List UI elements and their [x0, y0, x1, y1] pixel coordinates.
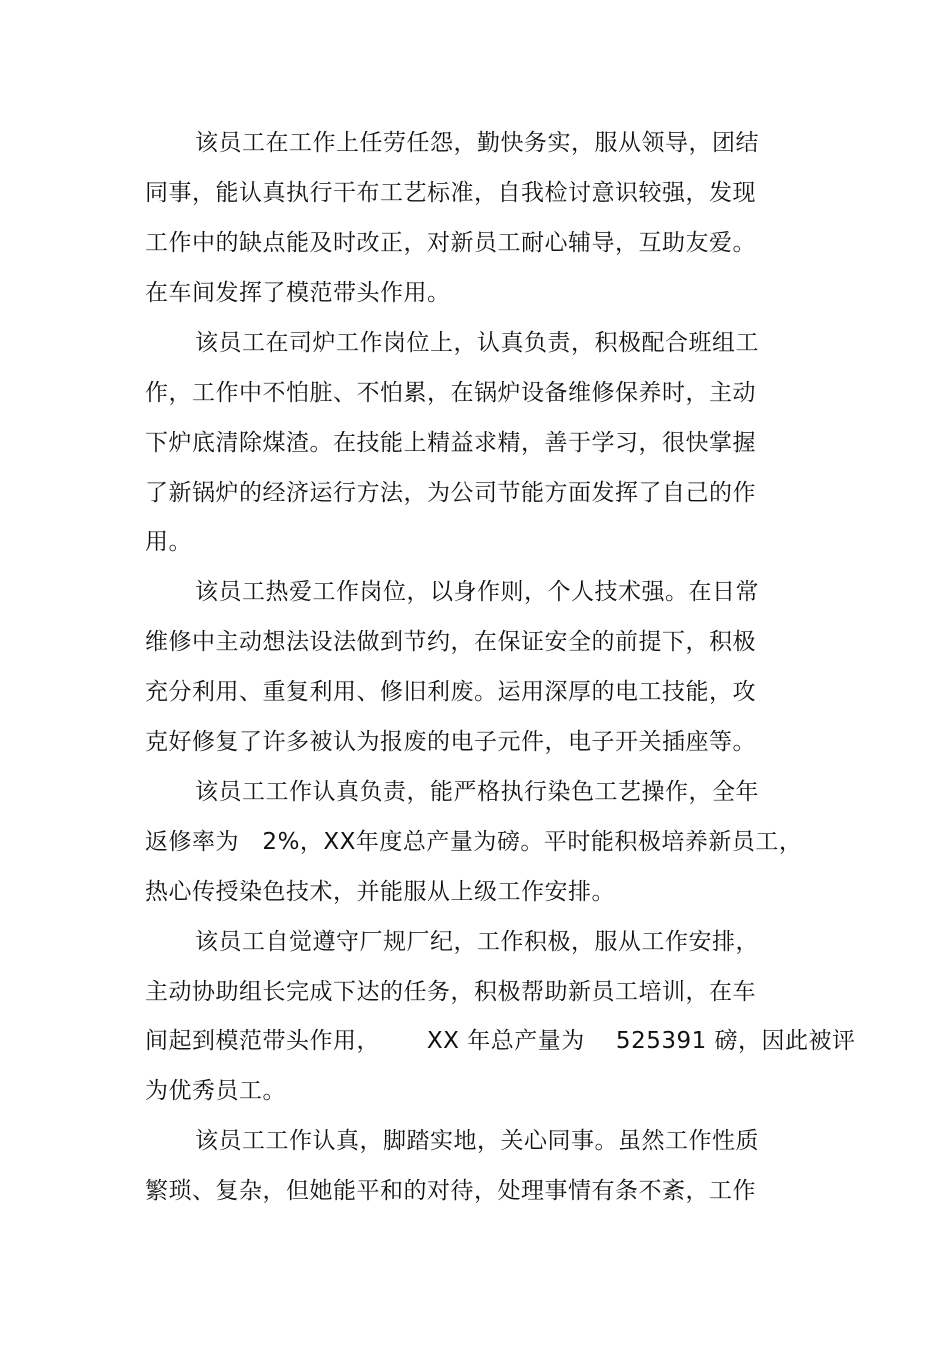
- paragraph-1-line-1: 该员工在工作上任劳任怨，勤快务实，服从领导，团结: [195, 130, 759, 156]
- paragraph-1-line-2: 同事，能认真执行干布工艺标准，自我检讨意识较强，发现: [145, 180, 756, 206]
- paragraph-6-line-1: 该员工工作认真，脚踏实地，关心同事。虽然工作性质: [195, 1128, 759, 1154]
- paragraph-3-line-2: 维修中主动想法设法做到节约，在保证安全的前提下，积极: [145, 629, 756, 655]
- paragraph-3-line-1: 该员工热爱工作岗位，以身作则，个人技术强。在日常: [195, 579, 759, 605]
- paragraph-6-line-2: 繁琐、复杂，但她能平和的对待，处理事情有条不紊，工作: [145, 1178, 756, 1204]
- paragraph-4-line-1: 该员工工作认真负责，能严格执行染色工艺操作，全年: [195, 779, 759, 805]
- paragraph-2-line-1: 该员工在司炉工作岗位上，认真负责，积极配合班组工: [195, 330, 759, 356]
- paragraph-2-line-5: 用。: [145, 529, 192, 555]
- paragraph-5-line-2: 主动协助组长完成下达的任务，积极帮助新员工培训，在车: [145, 979, 756, 1005]
- paragraph-3-line-4: 克好修复了许多被认为报废的电子元件，电子开关插座等。: [145, 729, 756, 755]
- paragraph-1-line-4: 在车间发挥了模范带头作用。: [145, 280, 451, 306]
- paragraph-5-line-4: 为优秀员工。: [145, 1078, 286, 1104]
- paragraph-1-line-3: 工作中的缺点能及时改正，对新员工耐心辅导，互助友爱。: [145, 230, 756, 256]
- paragraph-4-line-2: 返修率为 2%，XX年度总产量为磅。平时能积极培养新员工，: [145, 829, 803, 855]
- paragraph-5-line-1: 该员工自觉遵守厂规厂纪，工作积极，服从工作安排，: [195, 929, 759, 955]
- paragraph-5-line-3: 间起到模范带头作用， XX 年总产量为 525391 磅，因此被评: [145, 1028, 856, 1054]
- paragraph-4-line-3: 热心传授染色技术，并能服从上级工作安排。: [145, 879, 615, 905]
- paragraph-2-line-4: 了新锅炉的经济运行方法，为公司节能方面发挥了自己的作: [145, 480, 756, 506]
- paragraph-2-line-2: 作，工作中不怕脏、不怕累，在锅炉设备维修保养时，主动: [145, 380, 756, 406]
- paragraph-2-line-3: 下炉底清除煤渣。在技能上精益求精，善于学习，很快掌握: [145, 430, 756, 456]
- paragraph-3-line-3: 充分利用、重复利用、修旧利废。运用深厚的电工技能，攻: [145, 679, 756, 705]
